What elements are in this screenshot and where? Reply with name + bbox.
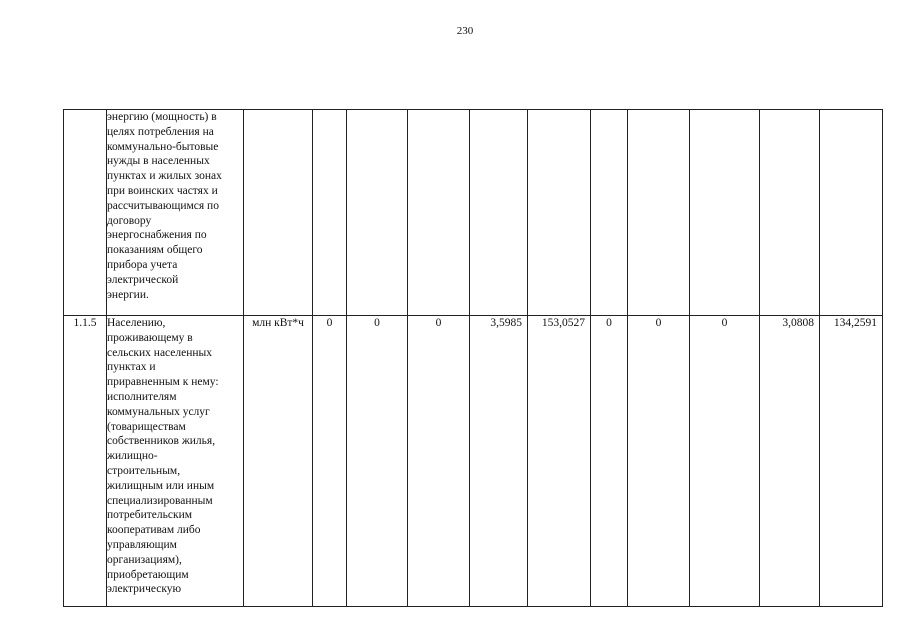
value-cell xyxy=(820,110,883,316)
row-name-text: Населению, проживающему в сельских населенных пунктах и приравненным к нему: исполнителям коммунальных услуг (товариществам собственников жилья, жилищно- строительным, жилищным или иным специализированным потребительским кооперативам либо управляющим организациям), приобретающим электрическую xyxy=(107,317,219,596)
value-cell: 0 xyxy=(690,316,760,607)
value-cell: 3,0808 xyxy=(760,316,820,607)
value-cell xyxy=(347,110,408,316)
value-cell xyxy=(591,110,628,316)
row-unit-cell: млн кВт*ч xyxy=(244,316,313,607)
table-row xyxy=(64,316,883,607)
row-name-text: энергию (мощность) в целях потребления на коммунально-бытовые нужды в населенных пунктах и жилых зонах при воинских частях и рассчитывающимся по договору энергоснабжения по показаниям общего прибора учета электрической энергии. xyxy=(107,111,222,301)
page-number: 230 xyxy=(456,25,474,37)
value-cell xyxy=(470,110,528,316)
value-cell xyxy=(408,110,470,316)
row-name-cell xyxy=(107,316,244,607)
value-cell: 0 xyxy=(591,316,628,607)
value-cell: 153,0527 xyxy=(528,316,591,607)
value-cell: 0 xyxy=(347,316,408,607)
table-row xyxy=(64,110,883,316)
value-cell xyxy=(760,110,820,316)
row-code-cell: 1.1.5 xyxy=(64,316,107,607)
value-cell xyxy=(313,110,347,316)
value-cell: 0 xyxy=(628,316,690,607)
row-code-cell xyxy=(64,110,107,316)
value-cell: 3,5985 xyxy=(470,316,528,607)
row-name-cell xyxy=(107,110,244,316)
value-cell xyxy=(528,110,591,316)
value-cell: 0 xyxy=(408,316,470,607)
value-cell: 134,2591 xyxy=(820,316,883,607)
row-unit-cell xyxy=(244,110,313,316)
data-table xyxy=(63,109,883,607)
value-cell xyxy=(690,110,760,316)
value-cell xyxy=(628,110,690,316)
value-cell: 0 xyxy=(313,316,347,607)
